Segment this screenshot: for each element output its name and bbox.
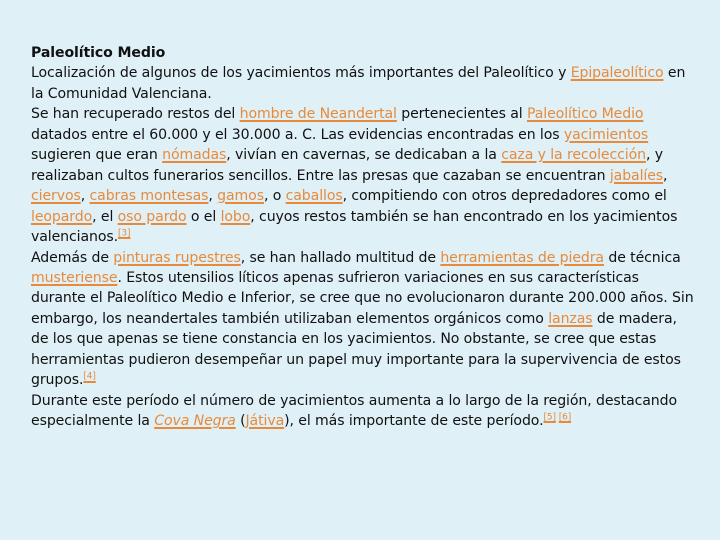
paragraph-neandertal (31, 104, 695, 247)
text: en la Comunidad Valenciana. (31, 65, 686, 102)
link-gamos[interactable]: gamos (217, 188, 264, 205)
text: , (208, 188, 218, 205)
link-leopardo[interactable]: leopardo (31, 208, 93, 225)
reference-3[interactable]: [3] (117, 228, 131, 239)
text: sugieren que eran (31, 147, 163, 164)
text: ( (235, 413, 246, 430)
text: , cuyos restos también se han encontrado en los yacimientos valencianos. (31, 208, 678, 246)
text: . Estos utensilios líticos apenas sufrieron variaciones en sus características durante el Paleolítico Medio e Inferior, se cree que no evolucionaron durante 200.000 años. Sin embargo, los neandertales también utilizaban elementos orgánicos como (31, 269, 694, 327)
text: , compitiendo con otros depredadores como el (342, 188, 667, 205)
link-jabalies[interactable]: jabalíes (609, 167, 664, 184)
link-yacimientos[interactable]: yacimientos (563, 126, 649, 143)
link-hombre-de-neandertal[interactable]: hombre de Neandertal (239, 106, 397, 123)
text: o el (186, 208, 221, 225)
link-lanzas[interactable]: lanzas (548, 310, 593, 327)
link-pinturas-rupestres[interactable]: pinturas rupestres (113, 249, 241, 266)
link-caza-y-recoleccion[interactable]: caza y la recolección (501, 147, 646, 164)
text: Se han recuperado restos del (31, 106, 240, 123)
link-caballos[interactable]: caballos (285, 188, 343, 205)
reference-4[interactable]: [4] (83, 371, 96, 382)
text: pertenecientes al (396, 106, 527, 123)
paragraph-yacimientos (31, 391, 695, 432)
paragraph-herramientas (31, 248, 695, 391)
text: ), el más importante de este período. (284, 413, 544, 430)
text: , (80, 188, 90, 205)
link-herramientas-de-piedra[interactable]: herramientas de piedra (440, 249, 604, 266)
link-cova-negra[interactable]: Cova Negra (154, 413, 236, 430)
text: datados entre el 60.000 y el 30.000 a. C. Las evidencias encontradas en los (31, 126, 564, 143)
link-musteriense[interactable]: musteriense (31, 269, 118, 286)
section-title: Paleolítico Medio (31, 45, 166, 61)
link-epipaleolitico[interactable]: Epipaleolítico (570, 65, 664, 82)
link-ciervos[interactable]: ciervos (31, 188, 81, 205)
reference-5[interactable]: [5] (543, 412, 556, 423)
text: Además de (31, 249, 114, 266)
text: , y realizaban cultos funerarios sencillos. Entre las presas que cazaban se encuentran (31, 147, 663, 184)
link-cabras-montesas[interactable]: cabras montesas (89, 188, 209, 205)
link-lobo[interactable]: lobo (220, 208, 251, 225)
article-body (31, 43, 695, 432)
link-jativa[interactable]: Játiva (245, 413, 285, 430)
text: de madera, de los que apenas se tiene constancia en los yacimientos. No obstante, se cree que estas herramientas pudieron desempeñar un papel muy importante para la supervivencia de estos grupos. (31, 310, 681, 389)
reference-6[interactable]: [6] (558, 412, 572, 423)
text: , o (263, 188, 286, 205)
link-paleolitico-medio[interactable]: Paleolítico Medio (526, 106, 644, 123)
text: , (663, 167, 668, 184)
link-oso-pardo[interactable]: oso pardo (117, 208, 187, 225)
text: , se han hallado multitud de (240, 249, 441, 266)
text: , vivían en cavernas, se dedicaban a la (226, 147, 502, 164)
text: , el (92, 208, 118, 225)
text: Localización de algunos de los yacimientos más importantes del Paleolítico y (31, 65, 571, 82)
text: Durante este período el número de yacimientos aumenta a lo largo de la región, destacando especialmente la (31, 392, 677, 430)
text: de técnica (603, 249, 681, 266)
map-caption (31, 63, 695, 104)
link-nomadas[interactable]: nómadas (162, 147, 227, 164)
